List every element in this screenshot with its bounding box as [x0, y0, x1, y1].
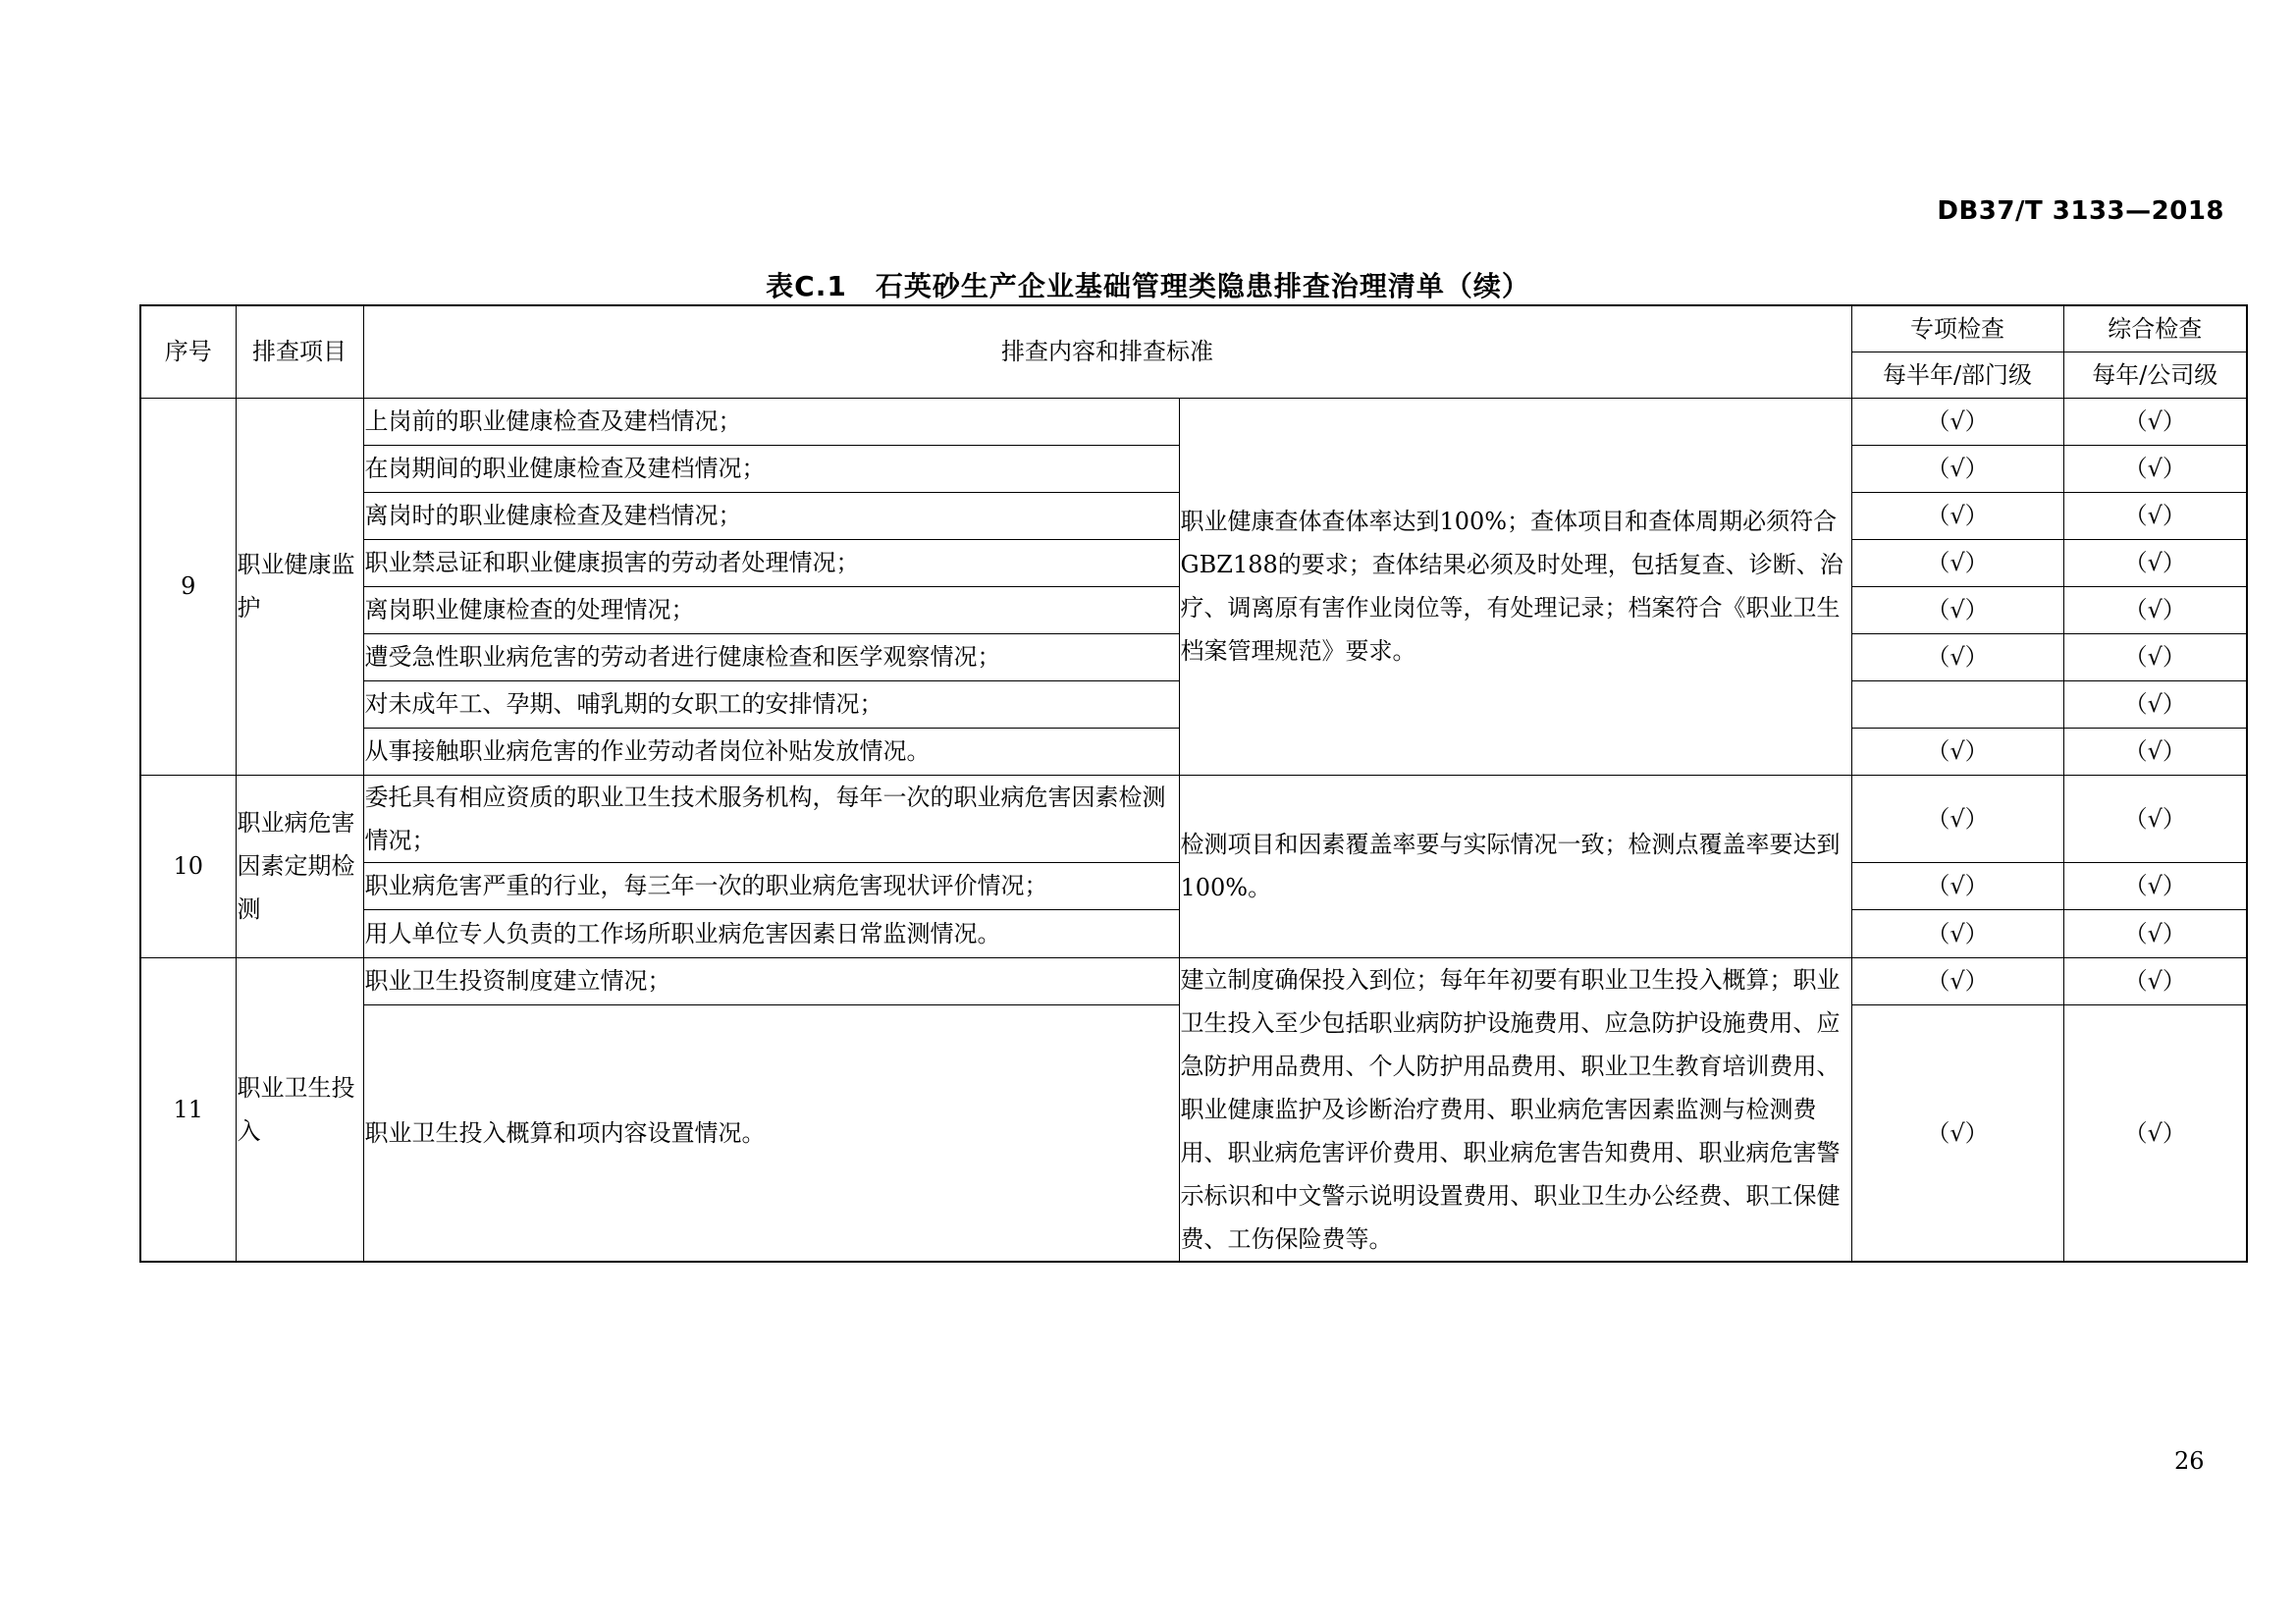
comprehensive-check-mark: （√） — [2063, 492, 2247, 539]
header-special: 专项检查 — [1851, 305, 2063, 352]
special-check-mark: （√） — [1851, 862, 2063, 909]
special-check-mark: （√） — [1851, 492, 2063, 539]
row-seq: 9 — [140, 398, 236, 775]
check-content: 委托具有相应资质的职业卫生技术服务机构，每年一次的职业病危害因素检测情况； — [363, 775, 1179, 862]
header-seq: 序号 — [140, 305, 236, 398]
check-content: 职业病危害严重的行业，每三年一次的职业病危害现状评价情况； — [363, 862, 1179, 909]
table-title: 表C.1 石英砂生产企业基础管理类隐患排查治理清单（续） — [766, 270, 1530, 302]
header-item: 排查项目 — [236, 305, 363, 398]
comprehensive-check-mark: （√） — [2063, 909, 2247, 957]
header-content: 排查内容和排查标准 — [363, 305, 1851, 398]
special-check-mark: （√） — [1851, 539, 2063, 586]
special-check-mark: （√） — [1851, 775, 2063, 862]
row-seq: 10 — [140, 775, 236, 957]
comprehensive-check-mark: （√） — [2063, 862, 2247, 909]
header-row — [140, 305, 2247, 352]
check-content: 从事接触职业病危害的作业劳动者岗位补贴发放情况。 — [363, 728, 1179, 775]
row-seq: 11 — [140, 957, 236, 1262]
special-check-mark: （√） — [1851, 445, 2063, 492]
comprehensive-check-mark: （√） — [2063, 680, 2247, 728]
check-content: 在岗期间的职业健康检查及建档情况； — [363, 445, 1179, 492]
comprehensive-check-mark: （√） — [2063, 539, 2247, 586]
check-content: 用人单位专人负责的工作场所职业病危害因素日常监测情况。 — [363, 909, 1179, 957]
header-special-frequency: 每半年/部门级 — [1851, 352, 2063, 398]
hazard-checklist-table — [139, 304, 2248, 1263]
table-row — [140, 775, 2247, 862]
check-content: 离岗时的职业健康检查及建档情况； — [363, 492, 1179, 539]
comprehensive-check-mark: （√） — [2063, 1005, 2247, 1262]
special-check-mark — [1851, 680, 2063, 728]
check-content: 职业卫生投入概算和项内容设置情况。 — [363, 1005, 1179, 1262]
comprehensive-check-mark: （√） — [2063, 398, 2247, 445]
special-check-mark: （√） — [1851, 909, 2063, 957]
table-row — [140, 957, 2247, 1005]
row-item: 职业病危害因素定期检测 — [236, 775, 363, 957]
table-row — [140, 398, 2247, 445]
row-item: 职业卫生投入 — [236, 957, 363, 1262]
check-content: 对未成年工、孕期、哺乳期的女职工的安排情况； — [363, 680, 1179, 728]
special-check-mark: （√） — [1851, 728, 2063, 775]
comprehensive-check-mark: （√） — [2063, 957, 2247, 1005]
check-standard: 检测项目和因素覆盖率要与实际情况一致；检测点覆盖率要达到100%。 — [1179, 775, 1851, 957]
check-content: 职业卫生投资制度建立情况； — [363, 957, 1179, 1005]
check-standard: 建立制度确保投入到位；每年年初要有职业卫生投入概算；职业卫生投入至少包括职业病防护设施费用、应急防护设施费用、应急防护用品费用、个人防护用品费用、职业卫生教育培训费用、职业健康监护及诊断治疗费用、职业病危害因素监测与检测费用、职业病危害评价费用、职业病危害告知费用、职业病危害警示标识和中文警示说明设置费用、职业卫生办公经费、职工保健费、工伤保险费等。 — [1179, 957, 1851, 1262]
special-check-mark: （√） — [1851, 957, 2063, 1005]
special-check-mark: （√） — [1851, 1005, 2063, 1262]
comprehensive-check-mark: （√） — [2063, 728, 2247, 775]
check-content: 离岗职业健康检查的处理情况； — [363, 586, 1179, 633]
page-number: 26 — [2174, 1447, 2205, 1475]
header-comprehensive-frequency: 每年/公司级 — [2063, 352, 2247, 398]
check-standard: 职业健康查体查体率达到100%；查体项目和查体周期必须符合GBZ188的要求；查体结果必须及时处理，包括复查、诊断、治疗、调离原有害作业岗位等，有处理记录；档案符合《职业卫生档案管理规范》要求。 — [1179, 398, 1851, 775]
comprehensive-check-mark: （√） — [2063, 775, 2247, 862]
header-comprehensive: 综合检查 — [2063, 305, 2247, 352]
special-check-mark: （√） — [1851, 398, 2063, 445]
check-content: 遭受急性职业病危害的劳动者进行健康检查和医学观察情况； — [363, 633, 1179, 680]
comprehensive-check-mark: （√） — [2063, 633, 2247, 680]
check-content: 职业禁忌证和职业健康损害的劳动者处理情况； — [363, 539, 1179, 586]
comprehensive-check-mark: （√） — [2063, 586, 2247, 633]
comprehensive-check-mark: （√） — [2063, 445, 2247, 492]
check-content: 上岗前的职业健康检查及建档情况； — [363, 398, 1179, 445]
special-check-mark: （√） — [1851, 633, 2063, 680]
document-code: DB37/T 3133—2018 — [1937, 196, 2224, 226]
row-item: 职业健康监护 — [236, 398, 363, 775]
special-check-mark: （√） — [1851, 586, 2063, 633]
